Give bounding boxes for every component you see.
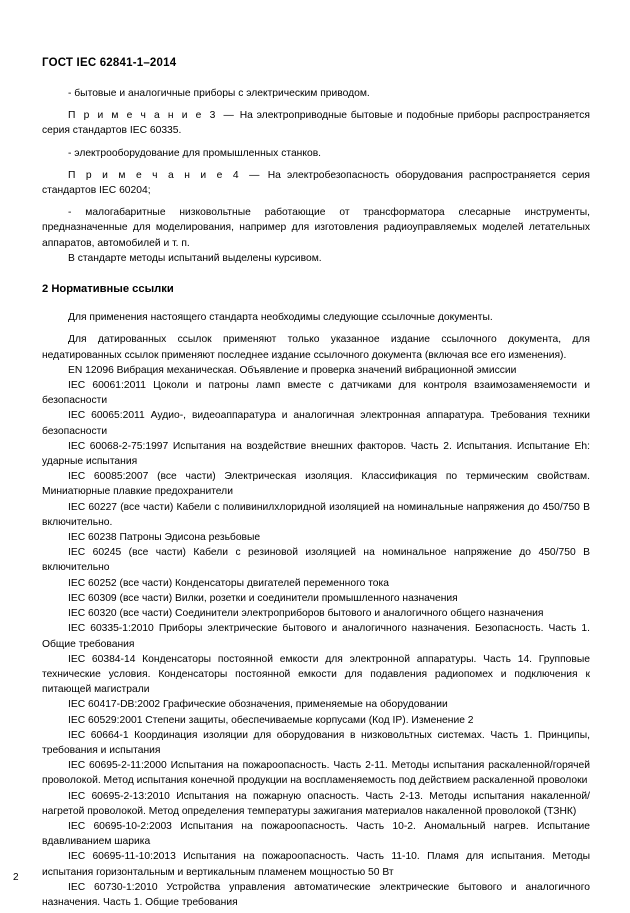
reference-item: EN 12096 Вибрация механическая. Объявление и проверка значений вибрационной эмиссии	[68, 364, 517, 376]
intro-bullet-1: - бытовые и аналогичные приборы с электрическим приводом.	[68, 88, 370, 99]
note-4-text: На электробезопасность оборудования распространяется серия стандартов IEC 60204;	[42, 169, 590, 197]
note-3-text: На электроприводные бытовые и подобные приборы распространяется серия стандартов IEC 60335.	[42, 110, 590, 137]
reference-item: IEC 60065:2011 Аудио-, видеоаппаратура и аналогичная электронная аппаратура. Требования техники безопасности	[42, 410, 590, 437]
note-4	[42, 168, 590, 198]
note-4-label: П р и м е ч а н и е 4 —	[68, 169, 262, 181]
reference-item: IEC 60309 (все части) Вилки, розетки и соединители промышленного назначения	[68, 592, 458, 604]
reference-item: IEC 60730-1:2010 Устройства управления автоматические электрические бытового и аналогичного назначения. Часть 1. Общие требования	[42, 881, 590, 908]
document-body	[42, 86, 590, 910]
reference-item: IEC 60335-1:2010 Приборы электрические бытового и аналогичного назначения. Безопасность. Часть 1. Общие требования	[42, 623, 590, 650]
reference-item: IEC 60068-2-75:1997 Испытания на воздействие внешних факторов. Часть 2. Испытания. Испытание Eh: ударные испытания	[42, 440, 590, 468]
reference-item: IEC 60417-DB:2002 Графические обозначения, применяемые на оборудовании	[68, 699, 448, 711]
reference-item: IEC 60695-10-2:2003 Испытания на пожароопасность. Часть 10-2. Аномальный нагрев. Испытание вдавливанием шарика	[42, 820, 590, 848]
note-3	[42, 108, 590, 138]
intro-bullet-3: - малогабаритные низковольтные работающие от трансформатора слесарные инструменты, предназначенные для моделирования, например для изготовления радиоуправляемых моделей летательных аппаратов, автомобилей и т. п.	[42, 207, 590, 249]
reference-item: IEC 60238 Патроны Эдисона резьбовые	[68, 532, 261, 544]
intro-bullet-2: - электрооборудование для промышленных станков.	[68, 147, 322, 159]
reference-item: IEC 60529:2001 Степени защиты, обеспечиваемые корпусами (Код IP). Изменение 2	[68, 714, 474, 726]
reference-item: IEC 60384-14 Конденсаторы постоянной емкости для электронной аппаратуры. Часть 14. Групповые технические условия. Конденсаторы постоянной емкости для подавления радиопомех и подключения к питающей магистрали	[42, 653, 590, 696]
reference-item: IEC 60085:2007 (все части) Электрическая изоляция. Классификация по термическим свойствам. Миниатюрные плавкие предохранители	[42, 471, 590, 498]
reference-item: IEC 60320 (все части) Соединители электроприборов бытового и аналогичного общего назначения	[68, 608, 544, 620]
intro-italic-note: В стандарте методы испытаний выделены курсивом.	[68, 252, 322, 264]
reference-item: IEC 60227 (все части) Кабели с поливинилхлоридной изоляцией на номинальные напряжения до 450/750 В включительно.	[42, 501, 590, 528]
reference-item: IEC 60664-1 Координация изоляции для оборудования в низковольтных системах. Часть 1. Принципы, требования и испытания	[42, 729, 590, 756]
reference-item: IEC 60695-2-13:2010 Испытания на пожарную опасность. Часть 2-13. Методы испытания накаленной/нагретой проволокой. Метод определения температуры зажигания материалов накаленной проволокой (ТЗНК)	[42, 790, 590, 817]
section-para-2: Для датированных ссылок применяют только указанное издание ссылочного документа, для недатированных ссылок применяют последнее издание ссылочного документа (включая все его изменения).	[42, 334, 590, 361]
document-header: ГОСТ IEC 62841-1–2014	[42, 57, 177, 69]
reference-item: IEC 60695-2-11:2000 Испытания на пожароопасность. Часть 2-11. Методы испытания раскаленной/горячей проволокой. Метод испытания конечной продукции на воспламеняемость под действием раскаленной проволоки	[42, 760, 590, 787]
note-3-label: П р и м е ч а н и е 3 —	[68, 110, 236, 122]
section-heading-2: 2 Нормативные ссылки	[42, 283, 174, 296]
reference-item: IEC 60695-11-10:2013 Испытания на пожароопасность. Часть 11-10. Пламя для испытания. Методы испытания горизонтальным и вертикальным пламенем мощностью 50 Вт	[42, 851, 590, 878]
reference-item: IEC 60061:2011 Цоколи и патроны ламп вместе с датчиками для контроля взаимозаменяемости и безопасности	[42, 380, 590, 407]
reference-item: IEC 60252 (все части) Конденсаторы двигателей переменного тока	[68, 577, 389, 589]
reference-item: IEC 60245 (все части) Кабели с резиновой изоляцией на номинальное напряжение до 450/750 В включительно	[42, 547, 590, 574]
section-para-1: Для применения настоящего стандарта необходимы следующие ссылочные документы.	[68, 312, 493, 324]
page-number: 2	[13, 872, 19, 883]
